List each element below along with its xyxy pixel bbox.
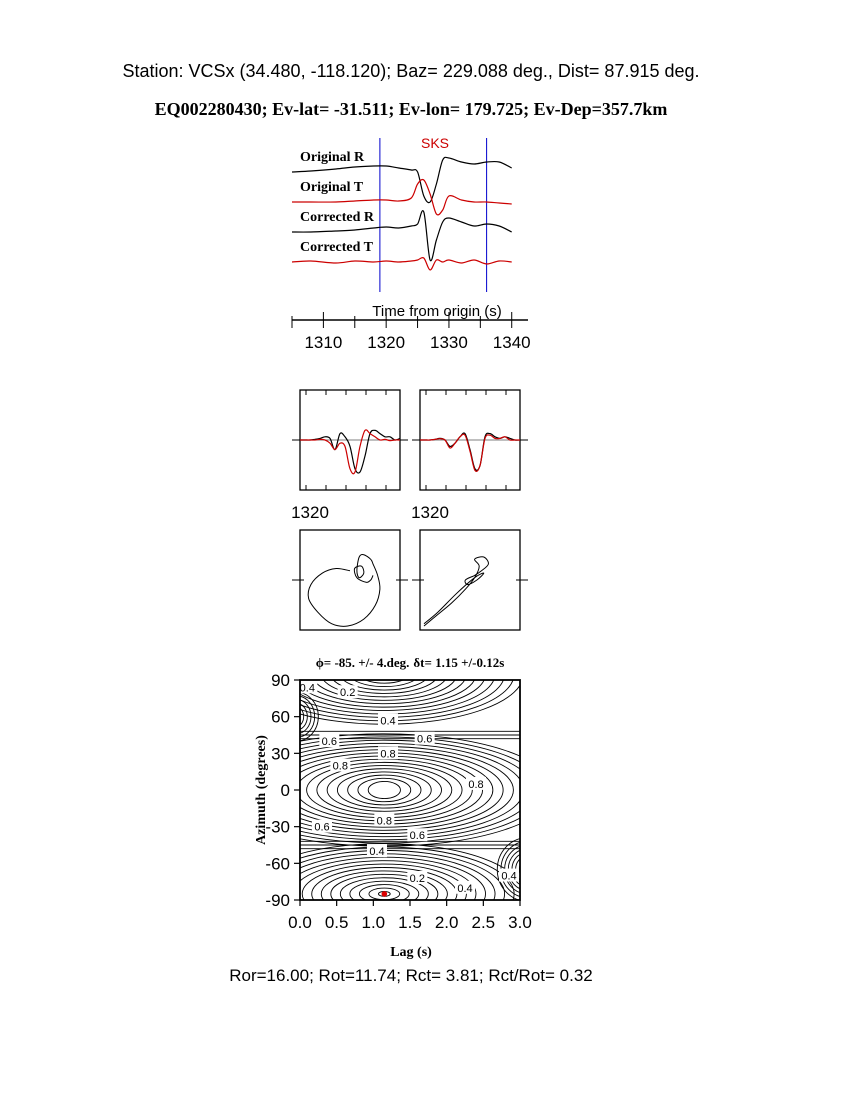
time-axis-label: Time from origin (s) [372,303,502,320]
contour-label: 0.6 [314,821,330,834]
contour-line [283,637,485,710]
radial-trace [300,430,400,473]
contour-label: 0.8 [332,760,348,773]
original-r-label: Original R [300,150,365,165]
contour-label: 0.4 [299,682,315,695]
panel-frame [300,530,400,630]
azimuth-tick-label: 30 [271,744,290,764]
time-tick-label: 1310 [304,333,343,352]
original-particle-motion-panel [292,530,408,630]
optimum-marker [382,891,388,897]
contour-line [519,860,535,880]
contour-line [368,781,400,798]
contour-label: 0.2 [409,873,425,885]
azimuth-tick-label: -60 [265,854,290,874]
contour-line [274,634,495,714]
contour-line [378,671,390,676]
contour-label: 0.4 [369,846,385,859]
phase-label: SKS [420,135,450,151]
lag-tick-label: 3.0 [508,913,532,932]
corrected-t-label: Corrected T [300,240,373,255]
corrected-t-trace [292,258,512,271]
dt-result: δt= 1.15 +/-0.12s [413,655,505,670]
contour-line [307,762,462,817]
time-tick-label: 1320 [367,333,406,352]
surface-title [316,655,505,670]
time-tick-label: 1330 [430,333,468,352]
azimuth-tick-label: -30 [265,817,290,837]
lag-tick-label: 1.0 [361,913,386,932]
contour-label: 0.8 [468,778,484,791]
contour-line [348,775,421,805]
azimuth-tick-label: -90 [265,891,290,910]
contour-label: 0.6 [321,736,337,749]
waveform-panel [292,135,531,352]
panel-tick-label: 1320 [291,503,329,522]
lag-tick-label: 1.5 [398,913,422,932]
contour-label: 0.4 [501,870,517,883]
error-surface-panel [214,624,557,960]
lag-tick-label: 2.0 [434,913,459,932]
panel-tick-label: 1320 [411,503,449,522]
station-line: Station: VCSx (34.480, -118.120); Baz= 229.088 deg., Dist= 87.915 deg. [122,61,700,81]
azimuth-tick-label: 60 [271,707,290,727]
component-panels [291,390,528,630]
lag-tick-label: 0.5 [324,913,349,932]
time-window [380,138,487,292]
event-line: EQ002280430; Ev-lat= -31.511; Ev-lon= 179.725; Ev-Dep=357.7km [154,99,668,119]
corrected-r-label: Corrected R [300,210,374,225]
original-t-label: Original T [300,180,364,195]
contour-label: 0.6 [409,830,425,843]
corrected-particle-motion-panel [412,530,528,630]
lag-tick-label: 2.5 [471,913,496,932]
contour-label: 0.8 [376,815,392,828]
contour-line [337,772,431,808]
contour-label: 0.6 [417,733,433,746]
particle-motion-path [308,555,380,627]
contour-label: 0.2 [340,687,356,700]
lag-axis-label: Lag (s) [390,945,432,960]
contour-line [523,863,532,875]
contour-line [299,644,466,704]
contour-label: 0.4 [380,715,396,728]
lag-tick-label: 0.0 [288,913,312,932]
contour-label: 0.4 [457,882,473,895]
contour-label: 0.8 [380,748,396,761]
azimuth-tick-label: 90 [271,671,290,690]
original-overlay-panel [291,390,408,522]
corrected-overlay-panel [411,390,528,522]
particle-motion-path [424,557,488,626]
azimuth-tick-label: 0 [280,781,290,800]
time-tick-label: 1340 [492,333,531,352]
ratios-line: Ror=16.00; Rot=11.74; Rct= 3.81; Rct/Rot= 0.32 [229,966,593,985]
phi-result: ϕ= -85. +/- 4.deg. [315,655,410,670]
azimuth-axis-label: Azimuth (degrees) [254,735,269,845]
